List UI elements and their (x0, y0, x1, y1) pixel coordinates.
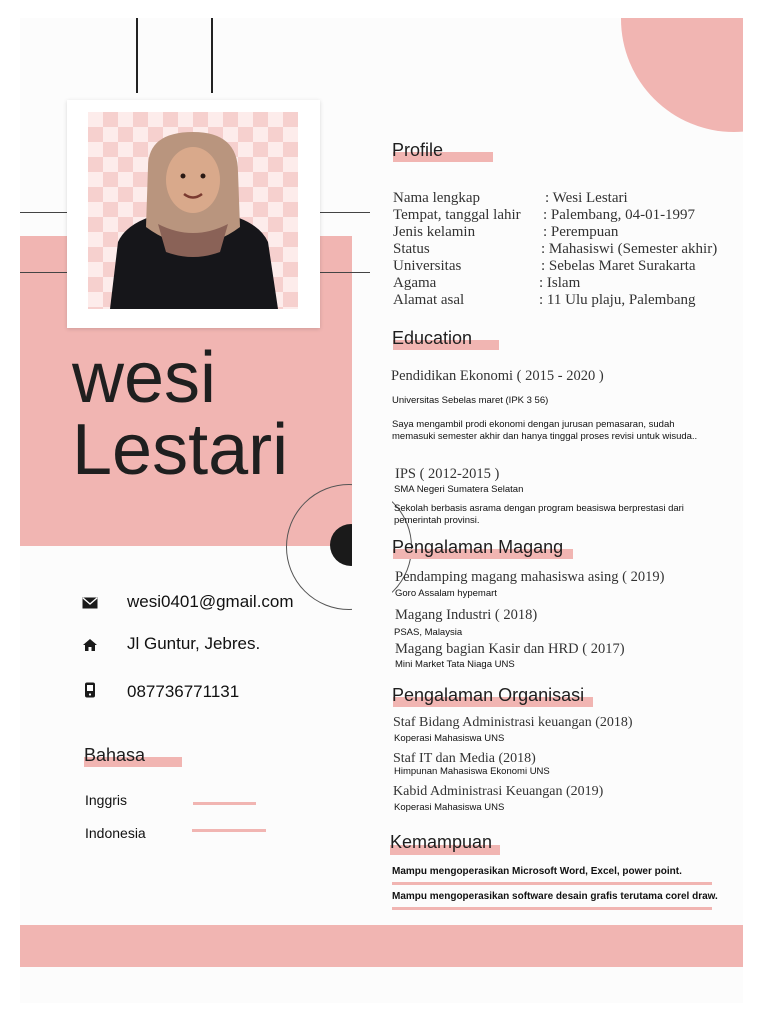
profile-value: : Islam (539, 275, 581, 291)
organization-place: Himpunan Mahasiswa Ekonomi UNS (394, 766, 550, 777)
contact-address: Jl Guntur, Jebres. (127, 634, 261, 653)
mail-icon (82, 596, 98, 610)
profile-value: : Perempuan (543, 224, 619, 240)
education-title: Pendidikan Ekonomi ( 2015 - 2020 ) (391, 368, 604, 384)
internship-place: Goro Assalam hypemart (395, 588, 497, 599)
language-level-bar (192, 829, 266, 832)
profile-photo (88, 112, 298, 309)
profile-key: Tempat, tanggal lahir (393, 207, 521, 223)
skills-heading: Kemampuan (390, 832, 493, 852)
photo-frame (67, 100, 320, 328)
internship-title: Pendamping magang mahasiswa asing ( 2019) (395, 569, 665, 585)
education-school: SMA Negeri Sumatera Selatan (394, 484, 524, 495)
profile-key: Jenis kelamin (393, 224, 476, 240)
organization-heading: Pengalaman Organisasi (392, 685, 585, 705)
profile-key: Status (393, 241, 430, 257)
hanging-line-left (136, 18, 138, 93)
contact-phone: 087736771131 (127, 682, 240, 701)
skill-item: Mampu mengoperasikan software desain grafis terutama corel draw. (392, 891, 718, 902)
language-item: Inggris (85, 792, 128, 808)
resume-page (20, 18, 743, 1003)
language-level-bar (193, 802, 256, 805)
internship-heading: Pengalaman Magang (392, 537, 564, 557)
profile-key: Nama lengkap (393, 190, 481, 206)
skill-underline (392, 907, 712, 910)
internship-title: Magang bagian Kasir dan HRD ( 2017) (395, 641, 625, 657)
internship-place: PSAS, Malaysia (394, 627, 463, 638)
person-illustration (88, 112, 298, 309)
profile-key: Alamat asal (393, 292, 465, 308)
internship-place: Mini Market Tata Niaga UNS (395, 659, 515, 670)
profile-heading: Profile (392, 140, 444, 160)
name-first: wesi (72, 338, 217, 418)
organization-place: Koperasi Mahasiswa UNS (394, 802, 505, 813)
education-desc: Sekolah berbasis asrama dengan program beasiswa berprestasi dari pemerintah provinsi. (394, 503, 684, 526)
profile-value: : 11 Ulu plaju, Palembang (539, 292, 696, 308)
organization-title: Kabid Administrasi Keuangan (2019) (393, 784, 604, 799)
home-icon (82, 638, 98, 652)
skill-item: Mampu mengoperasikan Microsoft Word, Excel, power point. (392, 866, 682, 877)
profile-value: : Mahasiswi (Semester akhir) (541, 241, 718, 257)
internship-title: Magang Industri ( 2018) (395, 607, 538, 623)
footer-band (20, 925, 743, 967)
education-school: Universitas Sebelas maret (IPK 3 56) (392, 395, 549, 406)
profile-value: : Sebelas Maret Surakarta (541, 258, 696, 274)
organization-title: Staf Bidang Administrasi keuangan (2018) (393, 715, 633, 730)
phone-icon (82, 682, 98, 696)
hanging-line-right (211, 18, 213, 93)
corner-quarter-circle (621, 18, 743, 132)
organization-place: Koperasi Mahasiswa UNS (394, 733, 505, 744)
education-heading: Education (392, 328, 473, 348)
language-item: Indonesia (85, 825, 146, 841)
profile-key: Agama (393, 275, 437, 291)
name-last: Lestari (72, 410, 289, 490)
profile-value: : Wesi Lestari (545, 190, 628, 206)
column-divider (352, 484, 392, 614)
contact-email: wesi0401@gmail.com (127, 592, 294, 611)
organization-title: Staf IT dan Media (2018) (393, 751, 536, 766)
skill-underline (392, 882, 712, 885)
language-heading: Bahasa (84, 745, 146, 765)
education-title: IPS ( 2012-2015 ) (395, 466, 500, 482)
education-desc: Saya mengambil prodi ekonomi dengan jurusan pemasaran, sudah memasuki semester akhir dan hanya tinggal proses revisi untuk wisuda.. (392, 419, 698, 442)
profile-value: : Palembang, 04-01-1997 (543, 207, 696, 223)
profile-key: Universitas (393, 258, 462, 274)
